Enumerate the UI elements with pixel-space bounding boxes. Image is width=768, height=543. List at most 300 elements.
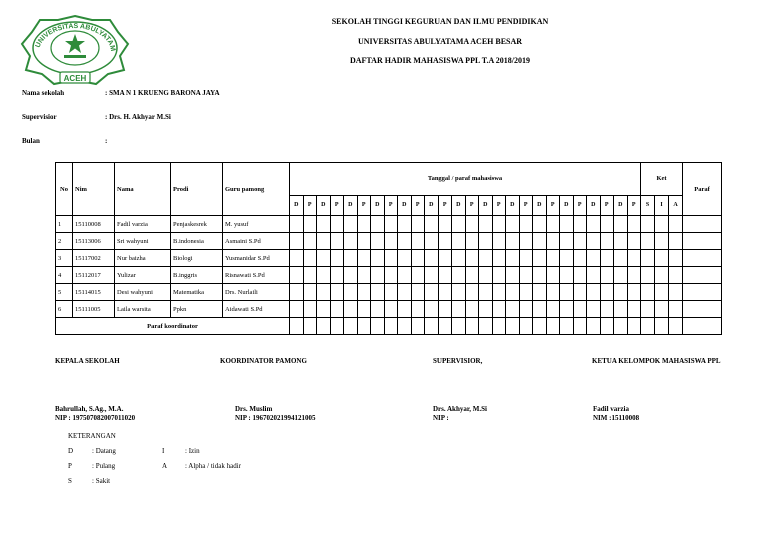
empty-cell[interactable] <box>425 250 439 267</box>
col-header-guru: Guru pamong <box>223 163 290 216</box>
day-sub-header: P <box>627 195 641 215</box>
empty-cell[interactable] <box>425 284 439 301</box>
day-sub-header: D <box>344 195 358 215</box>
empty-cell[interactable] <box>290 233 304 250</box>
empty-cell[interactable] <box>533 216 547 233</box>
empty-cell[interactable] <box>303 284 317 301</box>
cell-no: 5 <box>56 284 73 301</box>
empty-cell[interactable] <box>560 301 574 318</box>
legend-code: D <box>68 447 74 455</box>
empty-cell[interactable] <box>546 233 560 250</box>
cell-nim: 15110008 <box>73 216 115 233</box>
empty-cell[interactable] <box>452 284 466 301</box>
empty-cell[interactable] <box>560 318 574 335</box>
empty-cell[interactable] <box>492 318 506 335</box>
day-sub-header: P <box>357 195 371 215</box>
empty-cell[interactable] <box>344 284 358 301</box>
empty-cell[interactable] <box>357 267 371 284</box>
empty-cell[interactable] <box>384 250 398 267</box>
empty-cell[interactable] <box>587 284 601 301</box>
info-value-school: : SMA N 1 KRUENG BARONA JAYA <box>105 89 220 97</box>
col-header-nim: Nim <box>73 163 115 216</box>
empty-cell[interactable] <box>303 301 317 318</box>
table-row <box>56 284 722 301</box>
empty-cell[interactable] <box>438 233 452 250</box>
col-header-ket: Ket <box>641 163 683 196</box>
empty-cell[interactable] <box>669 233 683 250</box>
empty-cell[interactable] <box>317 318 331 335</box>
empty-cell[interactable] <box>344 301 358 318</box>
empty-cell[interactable] <box>290 301 304 318</box>
empty-cell[interactable] <box>683 318 722 335</box>
empty-cell[interactable] <box>627 233 641 250</box>
empty-cell[interactable] <box>641 318 655 335</box>
day-sub-header: D <box>317 195 331 215</box>
info-value-supervisor: : Drs. H. Akhyar M.Si <box>105 113 171 121</box>
empty-cell[interactable] <box>587 216 601 233</box>
empty-cell[interactable] <box>330 250 344 267</box>
empty-cell[interactable] <box>398 267 412 284</box>
empty-cell[interactable] <box>627 318 641 335</box>
day-sub-header: D <box>614 195 628 215</box>
empty-cell[interactable] <box>560 284 574 301</box>
day-sub-header: P <box>384 195 398 215</box>
cell-nama: Laila warsita <box>115 301 171 318</box>
table-row <box>56 267 722 284</box>
empty-cell[interactable] <box>573 250 587 267</box>
cell-nama: Sri wahyuni <box>115 233 171 250</box>
signature-id-principal: NIP : 197507082007011020 <box>55 414 136 422</box>
empty-cell[interactable] <box>506 267 520 284</box>
empty-cell[interactable] <box>587 233 601 250</box>
empty-cell[interactable] <box>357 216 371 233</box>
empty-cell[interactable] <box>587 301 601 318</box>
day-sub-header: D <box>398 195 412 215</box>
empty-cell[interactable] <box>384 267 398 284</box>
day-sub-header: D <box>587 195 601 215</box>
empty-cell[interactable] <box>465 267 479 284</box>
empty-cell[interactable] <box>600 216 614 233</box>
empty-cell[interactable] <box>303 250 317 267</box>
empty-cell[interactable] <box>600 318 614 335</box>
empty-cell[interactable] <box>614 250 628 267</box>
empty-cell[interactable] <box>479 318 493 335</box>
empty-cell[interactable] <box>573 318 587 335</box>
legend-desc: : Sakit <box>92 477 111 485</box>
empty-cell[interactable] <box>533 318 547 335</box>
empty-cell[interactable] <box>519 216 533 233</box>
empty-cell[interactable] <box>398 284 412 301</box>
legend-desc: : Izin <box>185 447 200 455</box>
day-sub-header: D <box>479 195 493 215</box>
col-header-no: No <box>56 163 73 216</box>
empty-cell[interactable] <box>330 318 344 335</box>
empty-cell[interactable] <box>492 301 506 318</box>
cell-nama: Nur baizha <box>115 250 171 267</box>
empty-cell[interactable] <box>614 267 628 284</box>
empty-cell[interactable] <box>411 318 425 335</box>
info-label-month: Bulan <box>22 137 40 145</box>
empty-cell[interactable] <box>330 216 344 233</box>
empty-cell[interactable] <box>506 284 520 301</box>
empty-cell[interactable] <box>627 301 641 318</box>
empty-cell[interactable] <box>357 318 371 335</box>
empty-cell[interactable] <box>627 250 641 267</box>
cell-guru: Yusmanidar S.Pd <box>223 250 290 267</box>
empty-cell[interactable] <box>560 250 574 267</box>
empty-cell[interactable] <box>641 301 655 318</box>
empty-cell[interactable] <box>506 233 520 250</box>
empty-cell[interactable] <box>438 267 452 284</box>
empty-cell[interactable] <box>317 301 331 318</box>
empty-cell[interactable] <box>371 250 385 267</box>
empty-cell[interactable] <box>344 318 358 335</box>
cell-guru: Aidawati S.Pd <box>223 301 290 318</box>
header-line-3: DAFTAR HADIR MAHASISWA PPL T.A 2018/2019 <box>349 56 531 65</box>
cell-prodi: Biologi <box>171 250 223 267</box>
day-sub-header: D <box>290 195 304 215</box>
empty-cell[interactable] <box>533 301 547 318</box>
empty-cell[interactable] <box>587 318 601 335</box>
header-line-2: UNIVERSITAS ABULYATAMA ACEH BESAR <box>357 37 523 46</box>
signature-title-group-leader: KETUA KELOMPOK MAHASISWA PPL <box>592 357 721 365</box>
empty-cell[interactable] <box>655 250 669 267</box>
cell-prodi: Ppkn <box>171 301 223 318</box>
cell-no: 1 <box>56 216 73 233</box>
day-sub-header: D <box>560 195 574 215</box>
empty-cell[interactable] <box>452 267 466 284</box>
empty-cell[interactable] <box>641 233 655 250</box>
empty-cell[interactable] <box>303 216 317 233</box>
empty-cell[interactable] <box>614 301 628 318</box>
empty-cell[interactable] <box>519 301 533 318</box>
empty-cell[interactable] <box>492 216 506 233</box>
info-label-school: Nama sekolah <box>22 89 65 97</box>
empty-cell[interactable] <box>465 318 479 335</box>
day-sub-header: P <box>330 195 344 215</box>
empty-cell[interactable] <box>452 318 466 335</box>
signature-title-principal: KEPALA SEKOLAH <box>55 357 120 365</box>
empty-cell[interactable] <box>506 318 520 335</box>
empty-cell[interactable] <box>573 267 587 284</box>
empty-cell[interactable] <box>384 301 398 318</box>
empty-cell[interactable] <box>330 284 344 301</box>
empty-cell[interactable] <box>519 318 533 335</box>
empty-cell[interactable] <box>344 233 358 250</box>
ket-sub-header: A <box>669 195 683 215</box>
empty-cell[interactable] <box>398 216 412 233</box>
empty-cell[interactable] <box>669 318 683 335</box>
empty-cell[interactable] <box>683 284 722 301</box>
empty-cell[interactable] <box>492 267 506 284</box>
legend-code: A <box>162 462 168 470</box>
cell-guru: Asmaini S.Pd <box>223 233 290 250</box>
cell-nim: 15112017 <box>73 267 115 284</box>
empty-cell[interactable] <box>600 284 614 301</box>
col-header-prodi: Prodi <box>171 163 223 216</box>
empty-cell[interactable] <box>371 284 385 301</box>
day-sub-header: D <box>452 195 466 215</box>
university-logo <box>20 14 130 88</box>
empty-cell[interactable] <box>425 301 439 318</box>
empty-cell[interactable] <box>317 284 331 301</box>
empty-cell[interactable] <box>587 267 601 284</box>
empty-cell[interactable] <box>479 216 493 233</box>
empty-cell[interactable] <box>614 233 628 250</box>
empty-cell[interactable] <box>384 284 398 301</box>
empty-cell[interactable] <box>371 301 385 318</box>
empty-cell[interactable] <box>452 250 466 267</box>
empty-cell[interactable] <box>627 267 641 284</box>
empty-cell[interactable] <box>317 216 331 233</box>
empty-cell[interactable] <box>465 250 479 267</box>
empty-cell[interactable] <box>384 233 398 250</box>
signature-title-coordinator: KOORDINATOR PAMONG <box>220 357 307 365</box>
cell-no: 2 <box>56 233 73 250</box>
empty-cell[interactable] <box>573 233 587 250</box>
cell-guru: M. yusuf <box>223 216 290 233</box>
empty-cell[interactable] <box>479 250 493 267</box>
empty-cell[interactable] <box>683 250 722 267</box>
empty-cell[interactable] <box>317 267 331 284</box>
cell-no: 4 <box>56 267 73 284</box>
empty-cell[interactable] <box>411 284 425 301</box>
empty-cell[interactable] <box>492 284 506 301</box>
empty-cell[interactable] <box>303 318 317 335</box>
empty-cell[interactable] <box>655 318 669 335</box>
empty-cell[interactable] <box>438 250 452 267</box>
empty-cell[interactable] <box>546 267 560 284</box>
header-line-1: SEKOLAH TINGGI KEGURUAN DAN ILMU PENDIDIKAN <box>331 17 549 26</box>
empty-cell[interactable] <box>641 284 655 301</box>
empty-cell[interactable] <box>290 250 304 267</box>
signature-id-coordinator: NIP : 196702021994121005 <box>235 414 316 422</box>
empty-cell[interactable] <box>438 318 452 335</box>
table-row <box>56 216 722 233</box>
logo-emblem <box>20 14 130 88</box>
legend-code: P <box>68 462 72 470</box>
empty-cell[interactable] <box>330 301 344 318</box>
empty-cell[interactable] <box>546 284 560 301</box>
empty-cell[interactable] <box>533 284 547 301</box>
empty-cell[interactable] <box>479 233 493 250</box>
empty-cell[interactable] <box>655 284 669 301</box>
empty-cell[interactable] <box>357 284 371 301</box>
empty-cell[interactable] <box>655 301 669 318</box>
empty-cell[interactable] <box>546 250 560 267</box>
empty-cell[interactable] <box>573 216 587 233</box>
legend-title: KETERANGAN <box>68 432 116 440</box>
day-sub-header: D <box>533 195 547 215</box>
empty-cell[interactable] <box>614 216 628 233</box>
empty-cell[interactable] <box>398 233 412 250</box>
empty-cell[interactable] <box>627 284 641 301</box>
cell-guru: Risnawati S.Pd <box>223 267 290 284</box>
empty-cell[interactable] <box>683 301 722 318</box>
empty-cell[interactable] <box>546 318 560 335</box>
empty-cell[interactable] <box>398 250 412 267</box>
empty-cell[interactable] <box>683 216 722 233</box>
empty-cell[interactable] <box>452 233 466 250</box>
day-sub-header: D <box>371 195 385 215</box>
empty-cell[interactable] <box>683 233 722 250</box>
empty-cell[interactable] <box>452 216 466 233</box>
legend-desc: : Datang <box>92 447 116 455</box>
legend-code: S <box>68 477 72 485</box>
empty-cell[interactable] <box>600 301 614 318</box>
empty-cell[interactable] <box>425 267 439 284</box>
day-sub-header: P <box>600 195 614 215</box>
empty-cell[interactable] <box>357 301 371 318</box>
empty-cell[interactable] <box>641 267 655 284</box>
empty-cell[interactable] <box>560 267 574 284</box>
empty-cell[interactable] <box>655 216 669 233</box>
cell-guru: Drs. Nurlaili <box>223 284 290 301</box>
empty-cell[interactable] <box>573 301 587 318</box>
empty-cell[interactable] <box>479 301 493 318</box>
empty-cell[interactable] <box>533 250 547 267</box>
empty-cell[interactable] <box>560 216 574 233</box>
legend-desc: : Alpha / tidak hadir <box>185 462 241 470</box>
day-sub-header: P <box>411 195 425 215</box>
empty-cell[interactable] <box>290 267 304 284</box>
empty-cell[interactable] <box>641 216 655 233</box>
empty-cell[interactable] <box>438 216 452 233</box>
empty-cell[interactable] <box>614 318 628 335</box>
empty-cell[interactable] <box>303 267 317 284</box>
empty-cell[interactable] <box>330 267 344 284</box>
empty-cell[interactable] <box>519 267 533 284</box>
signature-id-group-leader: NIM :15110008 <box>593 414 640 422</box>
day-sub-header: P <box>573 195 587 215</box>
empty-cell[interactable] <box>452 301 466 318</box>
cell-nim: 15111005 <box>73 301 115 318</box>
empty-cell[interactable] <box>411 233 425 250</box>
empty-cell[interactable] <box>560 233 574 250</box>
empty-cell[interactable] <box>546 301 560 318</box>
empty-cell[interactable] <box>506 301 520 318</box>
empty-cell[interactable] <box>465 284 479 301</box>
empty-cell[interactable] <box>330 233 344 250</box>
empty-cell[interactable] <box>506 216 520 233</box>
empty-cell[interactable] <box>411 216 425 233</box>
empty-cell[interactable] <box>425 216 439 233</box>
empty-cell[interactable] <box>669 250 683 267</box>
col-header-tanggal: Tanggal / paraf mahasiswa <box>290 163 641 196</box>
empty-cell[interactable] <box>600 267 614 284</box>
empty-cell[interactable] <box>398 318 412 335</box>
empty-cell[interactable] <box>492 250 506 267</box>
cell-prodi: Matematika <box>171 284 223 301</box>
empty-cell[interactable] <box>384 318 398 335</box>
signature-name-group-leader: Fadil varzia <box>593 405 629 413</box>
empty-cell[interactable] <box>533 233 547 250</box>
empty-cell[interactable] <box>655 267 669 284</box>
empty-cell[interactable] <box>546 216 560 233</box>
cell-prodi: B.inggris <box>171 267 223 284</box>
empty-cell[interactable] <box>290 216 304 233</box>
empty-cell[interactable] <box>506 250 520 267</box>
empty-cell[interactable] <box>587 250 601 267</box>
empty-cell[interactable] <box>492 233 506 250</box>
empty-cell[interactable] <box>669 301 683 318</box>
empty-cell[interactable] <box>573 284 587 301</box>
table-row <box>56 301 722 318</box>
cell-no: 3 <box>56 250 73 267</box>
empty-cell[interactable] <box>438 284 452 301</box>
empty-cell[interactable] <box>425 318 439 335</box>
empty-cell[interactable] <box>600 250 614 267</box>
empty-cell[interactable] <box>519 233 533 250</box>
empty-cell[interactable] <box>411 267 425 284</box>
empty-cell[interactable] <box>465 233 479 250</box>
cell-nama: Fadil varzia <box>115 216 171 233</box>
empty-cell[interactable] <box>465 301 479 318</box>
empty-cell[interactable] <box>479 284 493 301</box>
empty-cell[interactable] <box>371 267 385 284</box>
empty-cell[interactable] <box>533 267 547 284</box>
empty-cell[interactable] <box>465 216 479 233</box>
day-sub-header: P <box>465 195 479 215</box>
attendance-table <box>55 162 722 335</box>
empty-cell[interactable] <box>683 267 722 284</box>
empty-cell[interactable] <box>438 301 452 318</box>
info-label-supervisor: Supervisior <box>22 113 57 121</box>
empty-cell[interactable] <box>290 284 304 301</box>
empty-cell[interactable] <box>655 233 669 250</box>
empty-cell[interactable] <box>357 233 371 250</box>
empty-cell[interactable] <box>384 216 398 233</box>
signature-title-supervisor: SUPERVISIOR, <box>433 357 483 365</box>
cell-nim: 15113006 <box>73 233 115 250</box>
day-sub-header: P <box>303 195 317 215</box>
signature-id-supervisor: NIP : <box>433 414 449 422</box>
empty-cell[interactable] <box>317 233 331 250</box>
empty-cell[interactable] <box>398 301 412 318</box>
empty-cell[interactable] <box>290 318 304 335</box>
empty-cell[interactable] <box>600 233 614 250</box>
signature-name-coordinator: Drs. Muslim <box>235 405 273 413</box>
empty-cell[interactable] <box>317 250 331 267</box>
empty-cell[interactable] <box>411 301 425 318</box>
cell-nim: 15117002 <box>73 250 115 267</box>
empty-cell[interactable] <box>425 233 439 250</box>
day-sub-header: D <box>425 195 439 215</box>
empty-cell[interactable] <box>357 250 371 267</box>
empty-cell[interactable] <box>641 250 655 267</box>
empty-cell[interactable] <box>371 233 385 250</box>
day-sub-header: D <box>506 195 520 215</box>
empty-cell[interactable] <box>627 216 641 233</box>
empty-cell[interactable] <box>669 284 683 301</box>
empty-cell[interactable] <box>303 233 317 250</box>
ket-sub-header: I <box>655 195 669 215</box>
empty-cell[interactable] <box>519 284 533 301</box>
empty-cell[interactable] <box>479 267 493 284</box>
empty-cell[interactable] <box>344 267 358 284</box>
empty-cell[interactable] <box>344 250 358 267</box>
empty-cell[interactable] <box>614 284 628 301</box>
empty-cell[interactable] <box>344 216 358 233</box>
signature-name-principal: Bahrullah, S.Ag., M.A. <box>55 405 124 413</box>
empty-cell[interactable] <box>669 216 683 233</box>
empty-cell[interactable] <box>371 318 385 335</box>
empty-cell[interactable] <box>411 250 425 267</box>
empty-cell[interactable] <box>519 250 533 267</box>
empty-cell[interactable] <box>371 216 385 233</box>
empty-cell[interactable] <box>669 267 683 284</box>
ket-sub-header: S <box>641 195 655 215</box>
